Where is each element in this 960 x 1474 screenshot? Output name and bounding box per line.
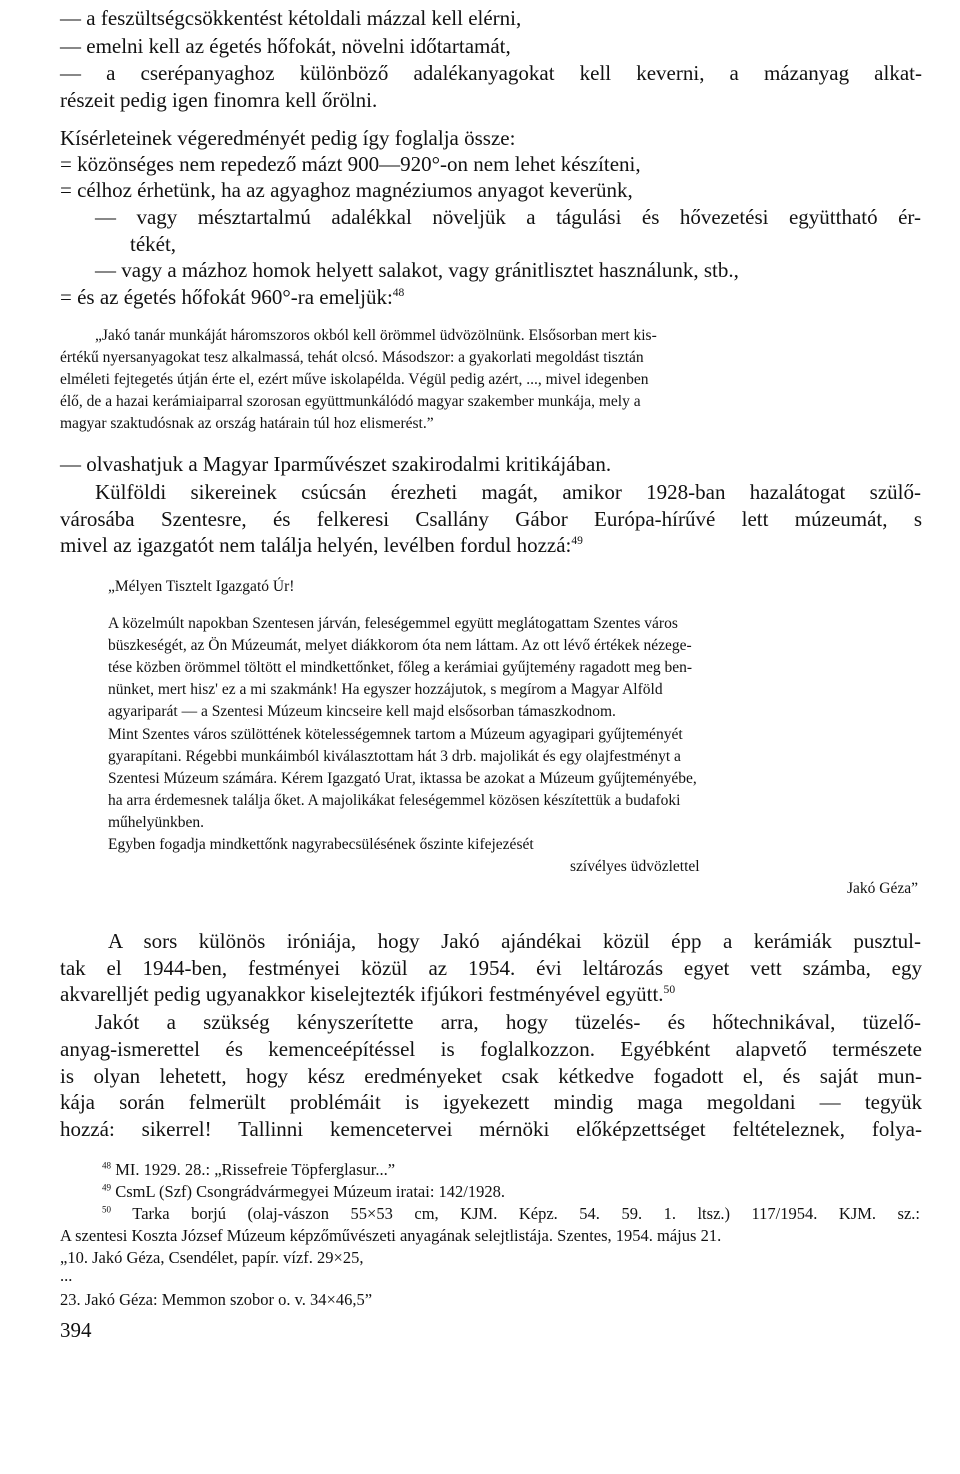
letter-line: Szentesi Múzeum számára. Kérem Igazgató Urat, iktassa be azokat a Múzeum gyűjteményébe,: [108, 770, 697, 787]
footnote-continuation: 23. Jakó Géza: Memmon szobor o. v. 34×46,5”: [60, 1290, 373, 1309]
letter-line: agyariparát — a Szentesi Múzeum kincseire kell majd elsősorban támaszkodnom.: [108, 703, 616, 720]
paragraph-line: hozzá: sikerrel! Tallinni kemencetervei mérnöki előképzettséget feltételeznek, folya-: [60, 1117, 922, 1141]
after-quote-line: — olvashatjuk a Magyar Iparművészet szakirodalmi kritikájában.: [60, 452, 612, 476]
footnote-continuation: A szentesi Koszta József Múzeum képzőművészeti anyagának selejtlistája. Szentes, 1954. május 21.: [60, 1226, 722, 1245]
letter-line: Egyben fogadja mindkettőnk nagyrabecsülésének őszinte kifejezését: [108, 836, 534, 853]
footnote-continuation: „10. Jakó Géza, Csendélet, papír. vízf. 29×25,: [60, 1248, 364, 1267]
paragraph-line: Külföldi sikereinek csúcsán érezheti magát, amikor 1928-ban hazalátogat szülő-: [95, 480, 921, 504]
paragraph-line: [60, 982, 675, 1007]
footnote-ref-50: 50: [663, 984, 676, 996]
summary-item: [60, 285, 404, 310]
paragraph-line: tak el 1944-ben, festményei közül az 1954. évi leltározás egyet vett számba, egy: [60, 956, 922, 980]
footnote-50: [102, 1204, 920, 1224]
letter-line: nünket, mert hisz' ez a mi szakmánk! Ha egyszer hozzájutok, s megírom a Magyar Alföld: [108, 681, 663, 698]
paragraph-text: akvarelljét pedig ugyanakkor kiselejtezték ifjúkori festményével együtt.: [60, 982, 664, 1006]
letter-line: gyarapítani. Régebbi munkáimból kiválasztottam hát 3 drb. majolikát és egy olajfestményt a: [108, 748, 681, 765]
paragraph-line: anyag-ismerettel és kemenceépítéssel is foglalkozzon. Egyébként alapvető természete: [60, 1037, 922, 1061]
summary-item-text: = és az égetés hőfokát 960°-ra emeljük:: [60, 285, 393, 309]
summary-item: — vagy mésztartalmú adalékkal növeljük a tágulási és hővezetési együttható ér-: [95, 205, 921, 229]
footnote-49: [102, 1182, 505, 1202]
paragraph-text: mivel az igazgatót nem találja helyén, levélben fordul hozzá:: [60, 533, 572, 557]
list-item: — a cserépanyaghoz különböző adalékanyagokat kell keverni, a mázanyag alkat-: [60, 61, 922, 85]
summary-item: = célhoz érhetünk, ha az agyaghoz magnéziumos anyagot keverünk,: [60, 178, 633, 202]
letter-line: műhelyünkben.: [108, 814, 204, 831]
footnote-number: 48: [102, 1160, 112, 1171]
list-item-continuation: részeit pedig igen finomra kell őrölni.: [60, 88, 378, 112]
footnote-number: 50: [102, 1204, 112, 1215]
footnote-text: CsmL (Szf) Csongrádvármegyei Múzeum iratai: 142/1928.: [115, 1182, 505, 1201]
paragraph-line: [60, 533, 583, 558]
quote-line: értékű nyersanyagokat tesz alkalmassá, tehát olcsó. Másodszor: a gyakorlati megoldást tisztán: [60, 349, 644, 366]
page-number: 394: [60, 1318, 92, 1342]
paragraph-line: is olyan lehetett, hogy kész eredményeket csak kétkedve fogadott el, és saját mun-: [60, 1064, 922, 1088]
quote-line: magyar szaktudósnak az ország határain túl hoz elismerést.”: [60, 415, 434, 432]
letter-line: tése közben örömmel töltött el mindkettőnket, főleg a kerámiai gyűjtemény ragadott meg ben-: [108, 659, 693, 676]
paragraph-line: városába Szentesre, és felkeresi Csallány Gábor Európa-hírűvé lett múzeumát, s: [60, 507, 922, 531]
paragraph-line: Jakót a szükség kényszerítette arra, hogy tüzelés- és hőtechnikával, tüzelő-: [95, 1010, 921, 1034]
summary-item: — vagy a mázhoz homok helyett salakot, vagy gránitlisztet használunk, stb.,: [95, 258, 739, 282]
summary-item: = közönséges nem repedező mázt 900—920°-on nem lehet készíteni,: [60, 152, 641, 176]
footnote-text: MI. 1929. 28.: „Rissefreie Töpferglasur...”: [115, 1160, 396, 1179]
quote-line: „Jakó tanár munkáját háromszoros okból kell örömmel üdvözölnünk. Elsősorban mert kis-: [95, 327, 657, 344]
quote-line: élő, de a hazai kerámiaiparral szorosan együttmunkálódó magyar szakember munkája, mely a: [60, 393, 641, 410]
paragraph-line: A sors különös iróniája, hogy Jakó ajándékai közül épp a kerámiák pusztul-: [108, 929, 921, 953]
footnote-ref-48: 48: [392, 287, 405, 299]
footnote-ref-49: 49: [571, 535, 583, 547]
letter-signature: Jakó Géza”: [847, 880, 918, 897]
list-item: — a feszültségcsökkentést kétoldali mázzal kell elérni,: [60, 6, 522, 30]
footnote-text: Tarka borjú (olaj-vászon 55×53 cm, KJM. Képz. 54. 59. 1. ltsz.) 117/1954. KJM. sz.:: [132, 1204, 921, 1223]
paragraph-line: kája során felmerült problémáit is igyekezett mindig maga megoldani — tegyük: [60, 1090, 922, 1114]
footnote-ellipsis: ...: [60, 1266, 73, 1285]
letter-line: A közelmúlt napokban Szentesen járván, feleségemmel együtt meglátogattam Szentes város: [108, 615, 678, 632]
quote-line: elméleti fejtegetés útján érte el, ezért műve iskolapélda. Végül pedig azért, ..., mivel idegenben: [60, 371, 649, 388]
letter-line: ha arra érdemesnek találja őket. A majolikákat feleségemmel közösen készítettük a budafoki: [108, 792, 681, 809]
footnote-number: 49: [102, 1182, 112, 1193]
summary-item-continuation: tékét,: [130, 232, 177, 256]
footnote-48: [102, 1160, 395, 1180]
letter-closing: szívélyes üdvözlettel: [570, 858, 700, 875]
letter-line: büszkeségét, az Ön Múzeumát, melyet diákkorom óta nem láttam. Az ott lévő értékek nézege-: [108, 637, 692, 654]
letter-salutation: „Mélyen Tisztelt Igazgató Úr!: [108, 578, 295, 595]
summary-intro: Kísérleteinek végeredményét pedig így foglalja össze:: [60, 126, 516, 150]
letter-line: Mint Szentes város szülöttének kötelességemnek tartom a Múzeum agyagipari gyűjteményét: [108, 726, 683, 743]
list-item: — emelni kell az égetés hőfokát, növelni időtartamát,: [60, 34, 511, 58]
